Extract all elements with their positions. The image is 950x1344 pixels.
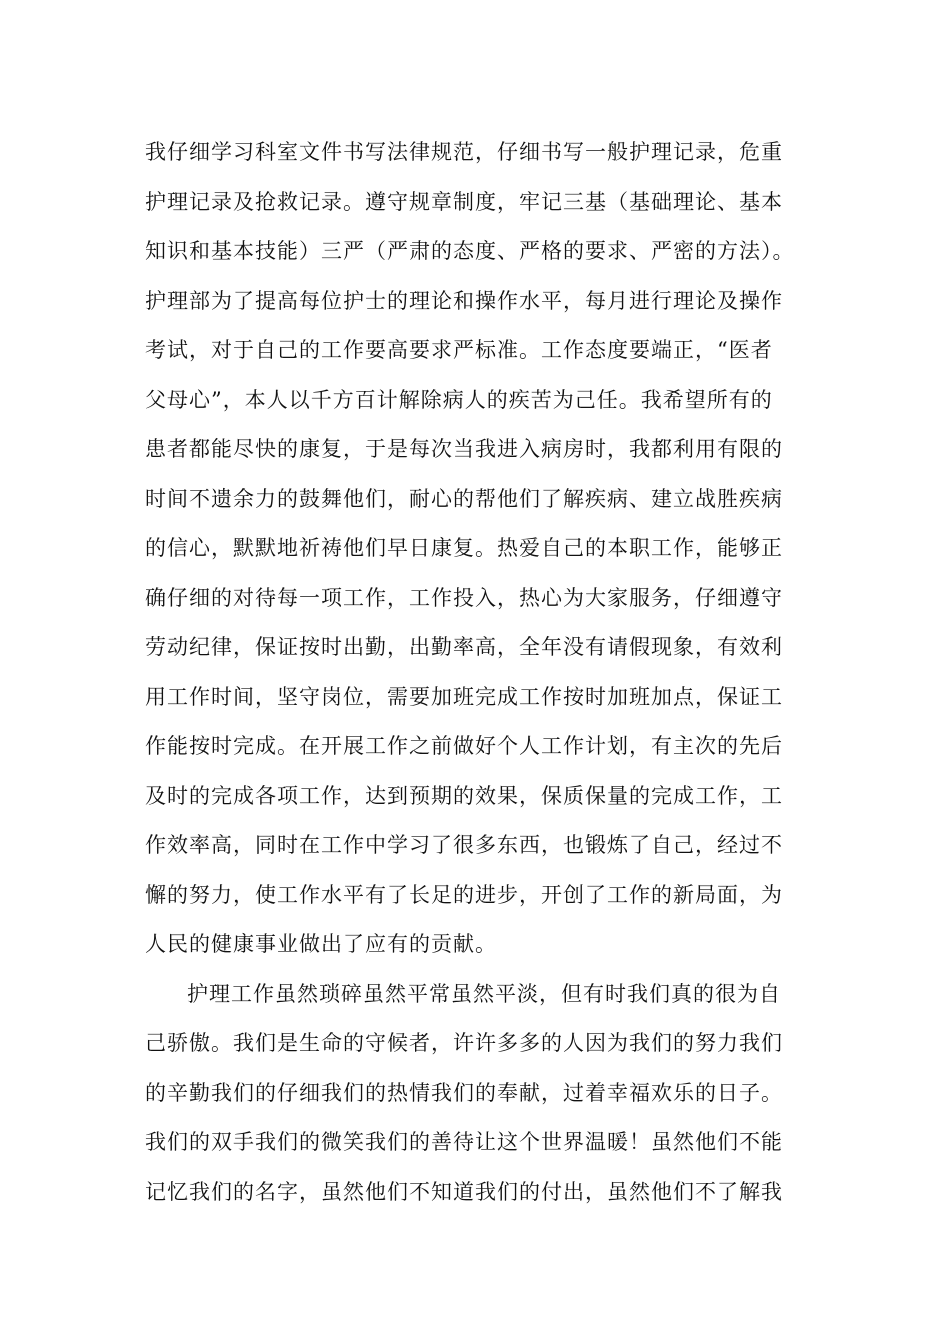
text-line: 记忆我们的名字，虽然他们不知道我们的付出，虽然他们不了解我: [145, 1179, 783, 1204]
text-line: 人民的健康事业做出了应有的贡献。: [145, 932, 497, 956]
text-line: 的辛勤我们的仔细我们的热情我们的奉献，过着幸福欢乐的日子。: [145, 1080, 783, 1105]
text-line: 知识和基本技能）三严（严肃的态度、严格的要求、严密的方法）。: [145, 239, 795, 263]
text-line: 时间不遗余力的鼓舞他们，耐心的帮他们了解疾病、建立战胜疾病: [145, 486, 783, 511]
text-line: 劳动纪律，保证按时出勤，出勤率高，全年没有请假现象，有效利: [145, 635, 783, 659]
text-line: 作能按时完成。在开展工作之前做好个人工作计划，有主次的先后: [145, 734, 783, 758]
text-line: 的信心，默默地祈祷他们早日康复。热爱自己的本职工作，能够正: [145, 536, 783, 560]
paragraph-start-line: 护理工作虽然琐碎虽然平常虽然平淡，但有时我们真的很为自: [187, 981, 781, 1006]
text-line: 己骄傲。我们是生命的守候者，许许多多的人因为我们的努力我们: [145, 1031, 783, 1055]
text-line: 确仔细的对待每一项工作，工作投入，热心为大家服务，仔细遵守: [145, 585, 783, 610]
text-line: 护理记录及抢救记录。遵守规章制度，牢记三基（基础理论、基本: [145, 189, 783, 214]
text-line: 我们的双手我们的微笑我们的善待让这个世界温暖！虽然他们不能: [145, 1130, 783, 1154]
text-line: 父母心”，本人以千方百计解除病人的疾苦为己任。我希望所有的: [145, 387, 773, 412]
text-line: 患者都能尽快的康复，于是每次当我进入病房时，我都利用有限的: [145, 437, 783, 461]
text-line: 用工作时间，坚守岗位，需要加班完成工作按时加班加点，保证工: [145, 684, 783, 709]
text-line: 懈的努力，使工作水平有了长足的进步，开创了工作的新局面，为: [145, 882, 783, 907]
text-line: 我仔细学习科室文件书写法律规范，仔细书写一般护理记录，危重: [145, 140, 783, 164]
text-line: 护理部为了提高每位护士的理论和操作水平，每月进行理论及操作: [145, 288, 783, 313]
text-line: 及时的完成各项工作，达到预期的效果，保质保量的完成工作，工: [145, 783, 783, 808]
text-line: 作效率高，同时在工作中学习了很多东西，也锻炼了自己，经过不: [145, 833, 783, 857]
body-text: [145, 128, 815, 1217]
text-line: 考试，对于自己的工作要高要求严标准。工作态度要端正，“医者: [145, 338, 773, 362]
